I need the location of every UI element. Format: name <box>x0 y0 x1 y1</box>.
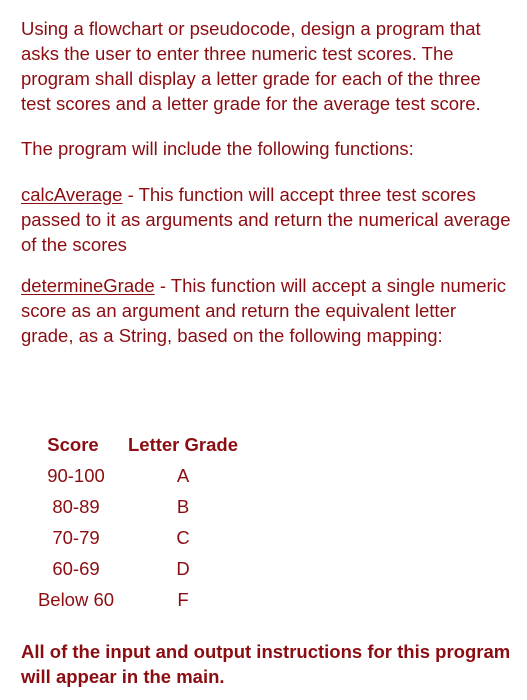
score-range-cell: Below 60 <box>37 589 115 610</box>
score-range-cell: 90-100 <box>47 465 105 486</box>
letter-grade-cell: C <box>176 527 190 548</box>
footer-note: All of the input and output instructions for this program will appear in the main. <box>21 641 511 687</box>
letter-grade-cell: B <box>176 496 190 517</box>
determine-grade-paragraph <box>21 273 511 348</box>
letter-grade-cell: F <box>177 589 189 610</box>
functions-intro: The program will include the following functions: <box>21 138 414 159</box>
determine-grade-name: determineGrade <box>21 275 155 296</box>
score-range-cell: 60-69 <box>52 558 100 579</box>
score-range-cell: 80-89 <box>52 496 100 517</box>
intro-paragraph: Using a flowchart or pseudocode, design a program that asks the user to enter three numeric test scores. The program shall display a letter grade for each of the three test scores and a letter grade for the average test score. <box>21 18 481 114</box>
calc-average-description: - This function will accept three test scores passed to it as arguments and return the numerical average of the scores <box>21 184 511 255</box>
score-range-cell: 70-79 <box>52 527 100 548</box>
letter-grade-column-header: Letter Grade <box>127 434 238 455</box>
letter-grade-cell: D <box>176 558 190 579</box>
score-column-header: Score <box>47 434 99 455</box>
calc-average-paragraph <box>21 182 511 257</box>
determine-grade-description: - This function will accept a single numeric score as an argument and return the equivalent letter grade, as a String, based on the following mapping: <box>21 275 506 346</box>
letter-grade-cell: A <box>176 465 190 486</box>
calc-average-name: calcAverage <box>21 184 123 205</box>
document-page <box>21 16 511 687</box>
